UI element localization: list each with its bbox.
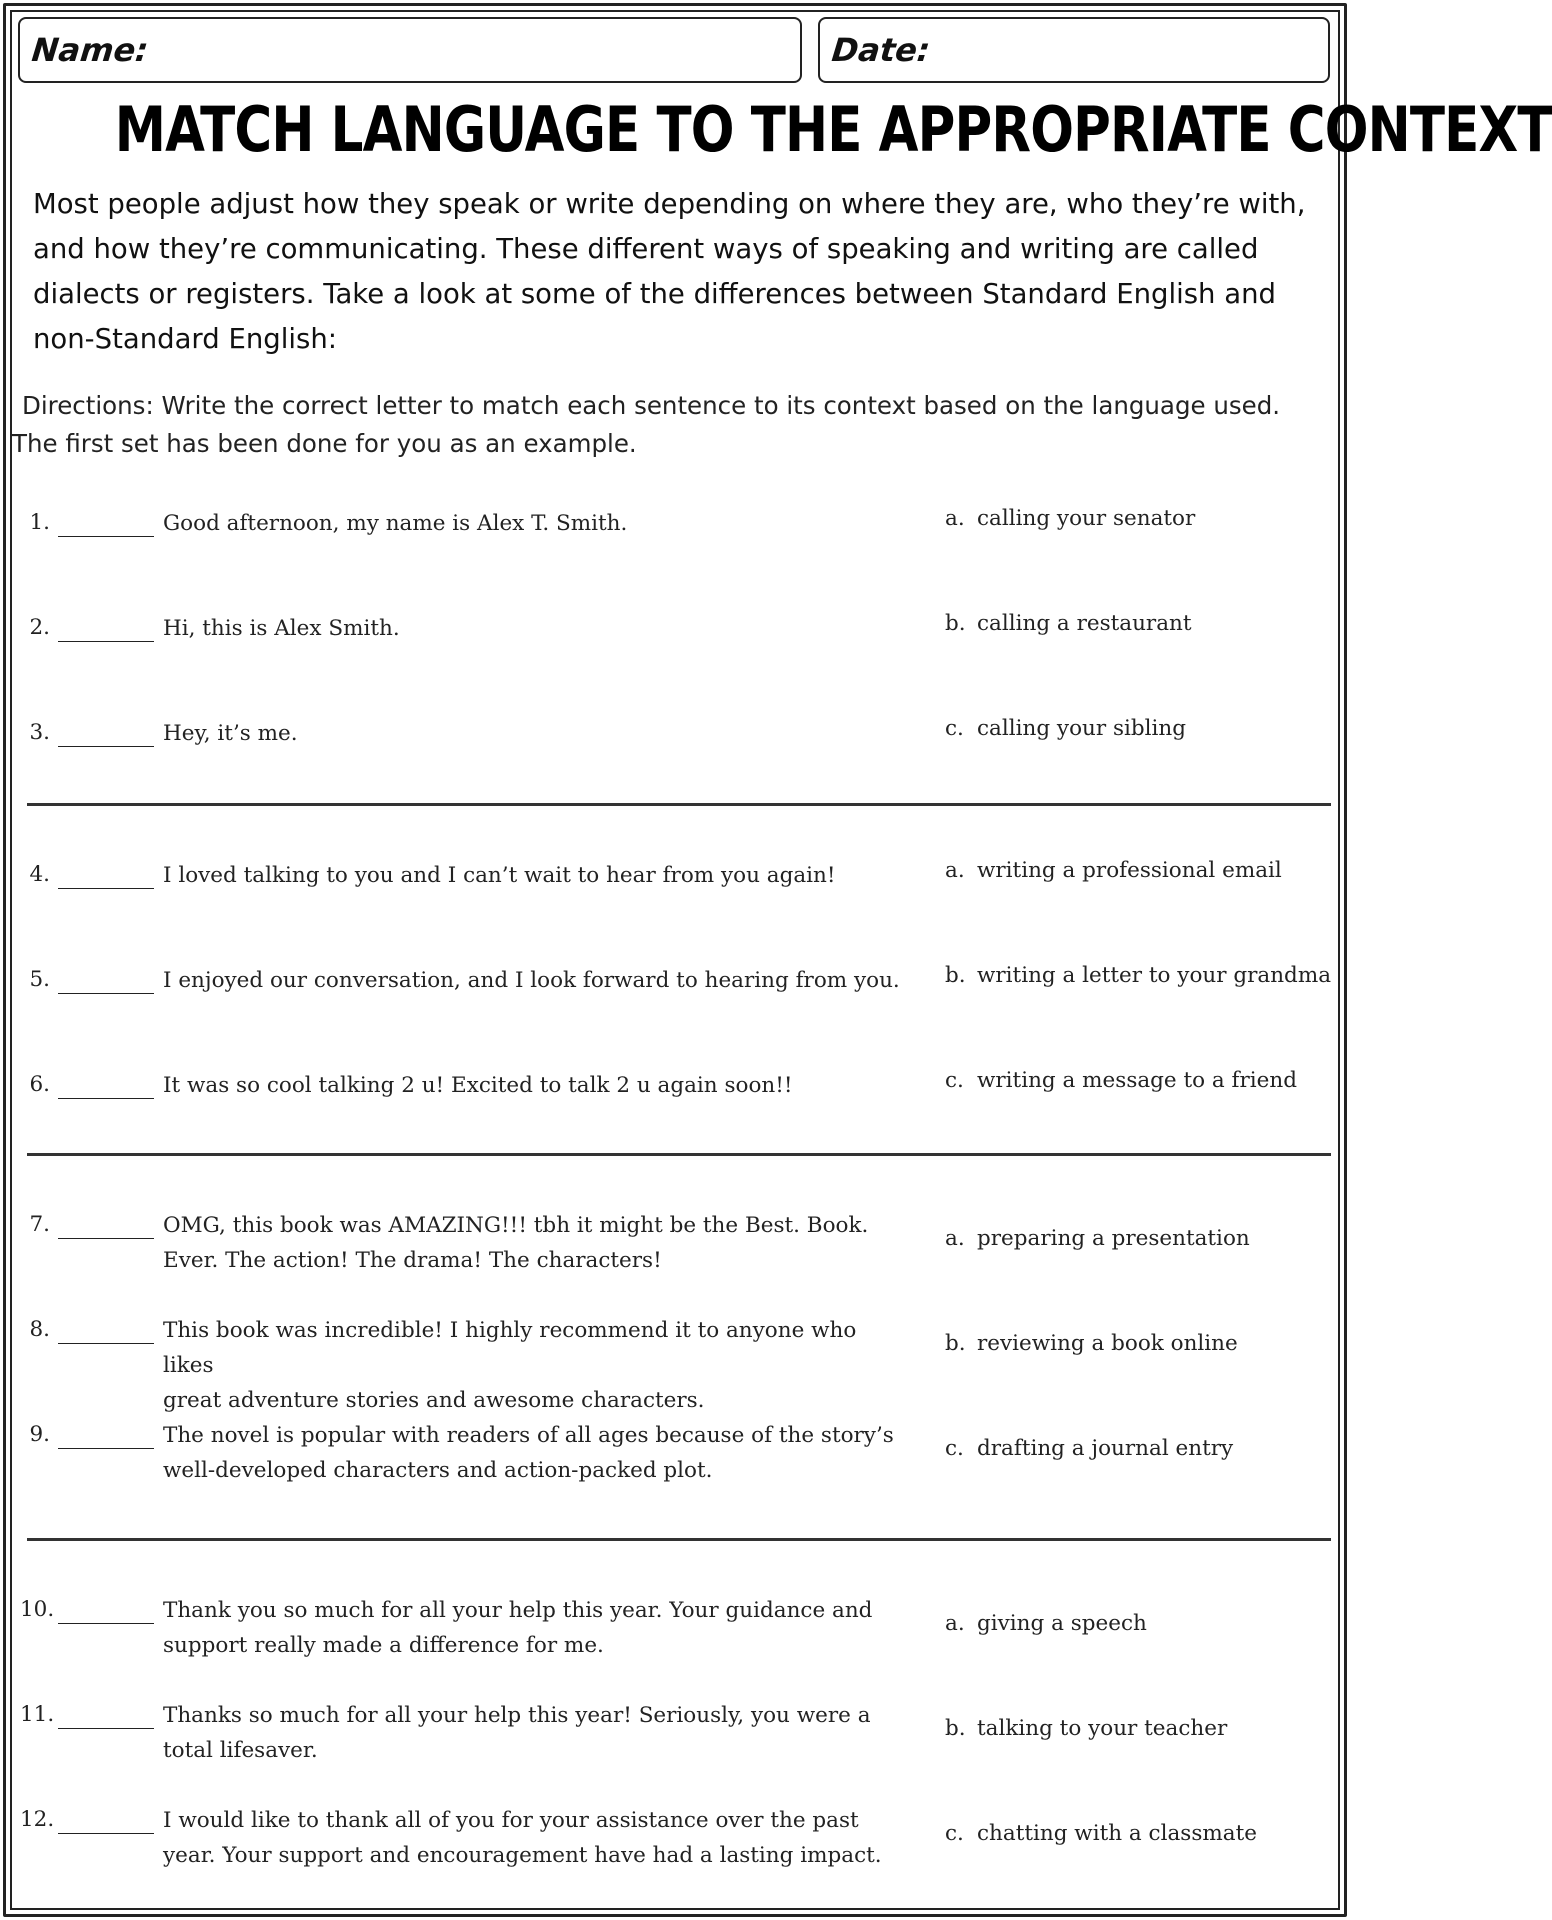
answer-blank[interactable] [58,1448,154,1449]
answer-blank[interactable] [58,993,154,994]
answer-blank[interactable] [58,1343,154,1344]
sentence-line: I enjoyed our conversation, and I look forward to hearing from you. [163,968,900,993]
item-number: 5. [29,967,50,992]
sentence-line: This book was incredible! I highly recommend it to anyone who likes [163,1318,857,1378]
answer-blank[interactable] [58,641,154,642]
section-divider [27,1153,1331,1156]
context-choice [945,1068,1345,1093]
sentence-line: great adventure stories and awesome characters. [163,1388,705,1413]
date-field[interactable] [818,17,1330,83]
item-number: 11. [20,1702,55,1727]
choice-letter: c. [945,716,964,741]
item-sentence [163,716,903,751]
sentence-line: Good afternoon, my name is Alex T. Smith. [163,511,628,536]
choice-text: drafting a journal entry [977,1436,1234,1461]
sentence-line: Thanks so much for all your help this year! Seriously, you were a [163,1703,871,1728]
choice-text: calling your sibling [977,716,1187,741]
context-choice [945,1821,1345,1846]
sentence-line: Hi, this is Alex Smith. [163,616,400,641]
sentence-line: support really made a difference for me. [163,1633,604,1658]
item-number: 8. [29,1317,50,1342]
choice-letter: a. [945,1611,965,1636]
sentence-line: Hey, it’s me. [163,721,298,746]
item-number: 6. [29,1072,50,1097]
choice-letter: a. [945,506,965,531]
sentence-line: I would like to thank all of you for your assistance over the past [163,1808,859,1833]
sentence-line: well-developed characters and action-packed plot. [163,1458,713,1483]
sentence-line: total lifesaver. [163,1738,318,1763]
choice-text: calling a restaurant [977,611,1192,636]
item-sentence [163,963,903,998]
item-number: 4. [29,862,50,887]
section-divider [27,803,1331,806]
item-sentence [163,1698,903,1768]
choice-text: writing a message to a friend [977,1068,1298,1093]
sentence-line: The novel is popular with readers of all ages because of the story’s [163,1423,894,1448]
choice-letter: c. [945,1068,964,1093]
sentence-line: OMG, this book was AMAZING!!! tbh it might be the Best. Book. [163,1213,869,1238]
sentence-line: Ever. The action! The drama! The characters! [163,1248,662,1273]
intro-line: Most people adjust how they speak or write depending on where they are, who they’re with, [33,188,1306,220]
item-sentence [163,506,903,541]
directions-line: Directions: Write the correct letter to match each sentence to its context based on the language used. [22,391,1281,420]
choice-letter: a. [945,858,965,883]
name-field[interactable] [18,17,802,83]
choice-text: writing a letter to your grandma [977,963,1332,988]
item-sentence [163,858,903,893]
choice-letter: b. [945,611,966,636]
item-sentence [163,611,903,646]
directions-line: The first set has been done for you as an example. [12,429,637,458]
answer-blank[interactable] [58,1098,154,1099]
directions [12,387,1342,463]
choice-letter: a. [945,1226,965,1251]
choice-text: giving a speech [977,1611,1147,1636]
item-number: 1. [29,510,50,535]
item-sentence [163,1313,903,1418]
item-number: 2. [29,615,50,640]
context-choice [945,716,1345,741]
item-sentence [163,1068,903,1103]
context-choice [945,1331,1345,1356]
choice-text: writing a professional email [977,858,1282,883]
intro-paragraph [33,182,1333,362]
choice-letter: b. [945,1716,966,1741]
item-number: 10. [20,1597,55,1622]
choice-text: reviewing a book online [977,1331,1238,1356]
intro-line: and how they’re communicating. These different ways of speaking and writing are called [33,233,1259,265]
context-choice [945,858,1345,883]
intro-line: dialects or registers. Take a look at some of the differences between Standard English and [33,278,1276,310]
choice-letter: b. [945,1331,966,1356]
item-number: 7. [29,1212,50,1237]
answer-blank[interactable] [58,888,154,889]
section-divider [27,1538,1331,1541]
answer-blank[interactable] [58,1728,154,1729]
choice-text: chatting with a classmate [977,1821,1257,1846]
date-label: Date: [830,31,932,69]
choice-text: preparing a presentation [977,1226,1250,1251]
context-choice [945,506,1345,531]
context-choice [945,1611,1345,1636]
choice-letter: c. [945,1436,964,1461]
choice-text: calling your senator [977,506,1196,531]
item-sentence [163,1593,903,1663]
item-number: 12. [20,1807,55,1832]
intro-line: non-Standard English: [33,323,338,355]
choice-letter: c. [945,1821,964,1846]
sentence-line: I loved talking to you and I can’t wait to hear from you again! [163,863,836,888]
context-choice [945,963,1345,988]
answer-blank[interactable] [58,746,154,747]
context-choice [945,611,1345,636]
context-choice [945,1226,1345,1251]
name-label: Name: [30,31,151,69]
answer-blank[interactable] [58,1623,154,1624]
answer-blank[interactable] [58,1238,154,1239]
item-sentence [163,1803,903,1873]
choice-text: talking to your teacher [977,1716,1228,1741]
choice-letter: b. [945,963,966,988]
answer-blank[interactable] [58,536,154,537]
item-sentence [163,1418,903,1488]
context-choice [945,1436,1345,1461]
item-number: 9. [29,1422,50,1447]
context-choice [945,1716,1345,1741]
worksheet-title: MATCH LANGUAGE TO THE APPROPRIATE CONTEXT [114,93,1552,166]
sentence-line: year. Your support and encouragement have had a lasting impact. [163,1843,882,1868]
sentence-line: It was so cool talking 2 u! Excited to talk 2 u again soon!! [163,1073,793,1098]
answer-blank[interactable] [58,1833,154,1834]
item-number: 3. [29,720,50,745]
item-sentence [163,1208,903,1278]
sentence-line: Thank you so much for all your help this year. Your guidance and [163,1598,873,1623]
